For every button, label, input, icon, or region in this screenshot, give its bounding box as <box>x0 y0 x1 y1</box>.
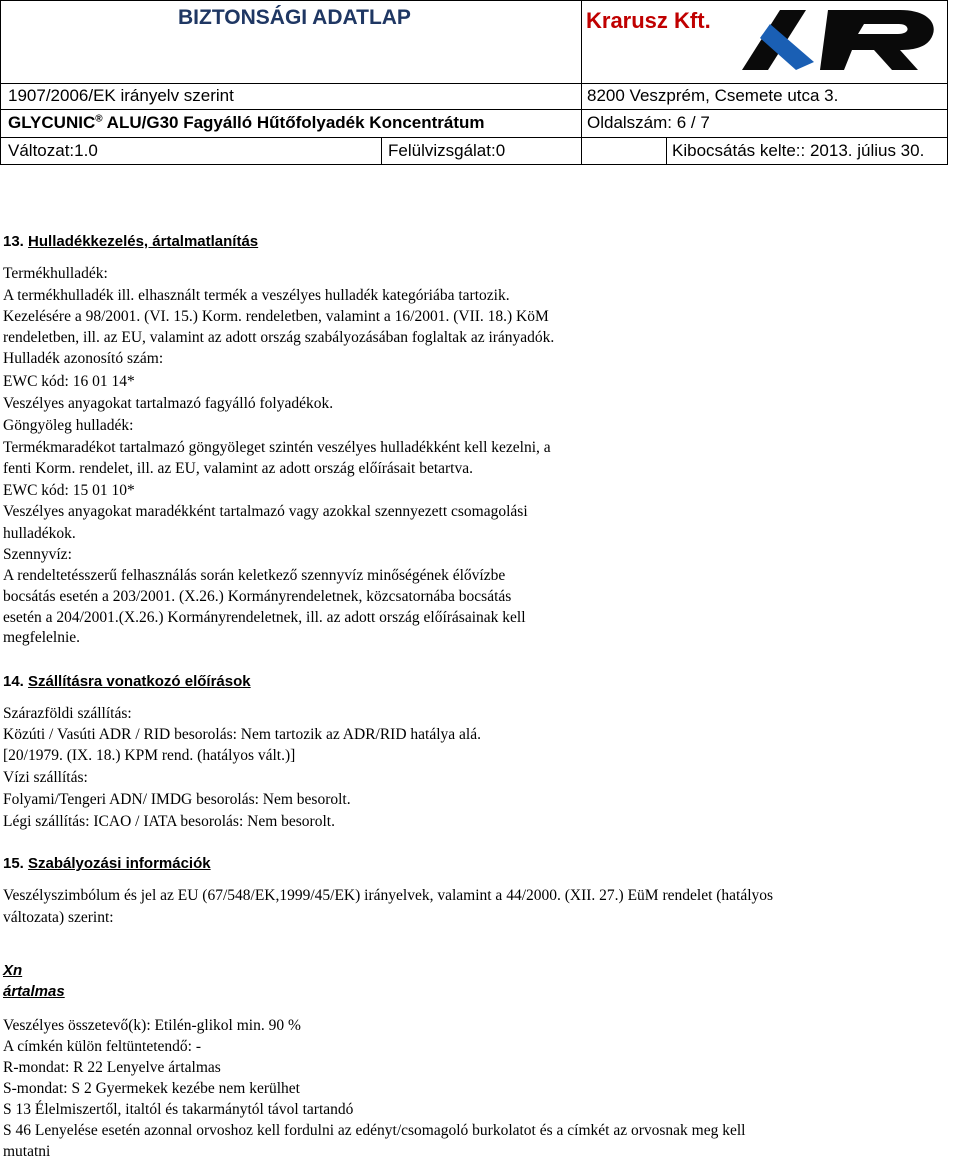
s13-line: Hulladék azonosító szám: <box>3 350 164 367</box>
s15-line: R-mondat: R 22 Lenyelve ártalmas <box>3 1059 221 1076</box>
s15-line: A címkén külön feltüntetendő: - <box>3 1038 202 1055</box>
section-14-heading <box>3 672 251 692</box>
s13-line: esetén a 204/2001.(X.26.) Kormányrendeletnek, ill. az adott ország előírásainak kell <box>3 609 526 626</box>
product-name <box>8 113 485 133</box>
s13-line: A rendeltetésszerű felhasználás során keletkező szennyvíz minőségének élővízbe <box>3 567 506 584</box>
logo-letter-r <box>820 10 934 70</box>
s15-line: S 13 Élelmiszertől, italtól és takarmánytól távol tartandó <box>3 1101 354 1118</box>
section-title: Hulladékkezelés, ártalmatlanítás <box>28 233 259 250</box>
regulation: 1907/2006/EK irányelv szerint <box>8 86 234 105</box>
header-divider <box>666 137 667 165</box>
s13-line: Szennyvíz: <box>3 546 72 563</box>
s13-line: Kezelésére a 98/2001. (VI. 15.) Korm. rendeletben, valamint a 16/2001. (VII. 18.) KöM <box>3 308 549 325</box>
s13-line: megfelelnie. <box>3 629 81 646</box>
section-title: Szabályozási információk <box>28 855 211 872</box>
hazard-symbol-name: ártalmas <box>3 983 65 1000</box>
s15-line: S 46 Lenyelése esetén azonnal orvoshoz kell fordulni az edényt/csomagoló burkolatot és a címkét az orvosnak meg kell <box>3 1122 746 1139</box>
s13-line: Veszélyes anyagokat tartalmazó fagyálló folyadékok. <box>3 395 334 412</box>
header-divider <box>0 109 948 110</box>
company-name: Krarusz Kft. <box>586 8 711 33</box>
s13-line: Veszélyes anyagokat maradékként tartalmazó vagy azokkal szennyezett csomagolási <box>3 503 528 520</box>
company-logo <box>740 4 945 74</box>
product-suffix: ALU/G30 Fagyálló Hűtőfolyadék Koncentrátum <box>102 113 485 132</box>
s14-line: Légi szállítás: ICAO / IATA besorolás: Nem besorolt. <box>3 813 335 830</box>
s15-line: mutatni <box>3 1143 51 1160</box>
s13-line: A termékhulladék ill. elhasznált termék a veszélyes hulladék kategóriába tartozik. <box>3 287 510 304</box>
section-number: 13. <box>3 233 24 250</box>
s15-intro: Veszélyszimbólum és jel az EU (67/548/EK,1999/45/EK) irányelvek, valamint a 44/2000. (XII. 27.) EüM rendelet (hatályos <box>3 887 774 904</box>
address: 8200 Veszprém, Csemete utca 3. <box>587 86 839 105</box>
s13-line: hulladékok. <box>3 525 76 542</box>
hazard-symbol-code: Xn <box>3 962 23 979</box>
section-number: 15. <box>3 855 24 872</box>
s13-line: Termékhulladék: <box>3 265 108 282</box>
header-divider <box>0 83 948 84</box>
s13-line: Termékmaradékot tartalmazó göngyöleget szintén veszélyes hulladékként kell kezelni, a <box>3 439 551 456</box>
header-divider <box>0 137 948 138</box>
s14-line: [20/1979. (IX. 18.) KPM rend. (hatályos vált.)] <box>3 747 296 764</box>
document-header <box>0 0 960 170</box>
issue-date: Kibocsátás kelte:: 2013. július 30. <box>672 141 925 160</box>
section-number: 14. <box>3 673 24 690</box>
s13-line: rendeletben, ill. az EU, valamint az adott ország szabályozásában foglaltak az irányadók. <box>3 329 555 346</box>
s14-line: Folyami/Tengeri ADN/ IMDG besorolás: Nem besorolt. <box>3 791 351 808</box>
document-title: BIZTONSÁGI ADATLAP <box>178 6 411 29</box>
s13-line: EWC kód: 16 01 14* <box>3 373 135 390</box>
section-15-heading <box>3 854 211 874</box>
revision: Felülvizsgálat:0 <box>388 141 506 160</box>
product-prefix: GLYCUNIC <box>8 113 96 132</box>
s14-line: Szárazföldi szállítás: <box>3 705 132 722</box>
s15-intro: változata) szerint: <box>3 909 114 926</box>
s13-line: EWC kód: 15 01 10* <box>3 482 135 499</box>
registered-mark: ® <box>95 113 103 125</box>
section-title: Szállításra vonatkozó előírások <box>28 673 251 690</box>
s13-line: bocsátás esetén a 203/2001. (X.26.) Kormányrendeletnek, közcsatornába bocsátás <box>3 588 512 605</box>
section-13-heading <box>3 232 258 252</box>
s14-line: Vízi szállítás: <box>3 769 88 786</box>
s15-line: S-mondat: S 2 Gyermekek kezébe nem kerülhet <box>3 1080 300 1097</box>
page-number: Oldalszám: 6 / 7 <box>587 113 710 132</box>
s15-line: Veszélyes összetevő(k): Etilén-glikol min. 90 % <box>3 1017 301 1034</box>
version: Változat:1.0 <box>8 141 98 160</box>
s13-line: Göngyöleg hulladék: <box>3 417 134 434</box>
header-divider <box>381 137 382 165</box>
s13-line: fenti Korm. rendelet, ill. az EU, valamint az adott ország előírásait betartva. <box>3 460 473 477</box>
s14-line: Közúti / Vasúti ADR / RID besorolás: Nem tartozik az ADR/RID hatálya alá. <box>3 726 481 743</box>
